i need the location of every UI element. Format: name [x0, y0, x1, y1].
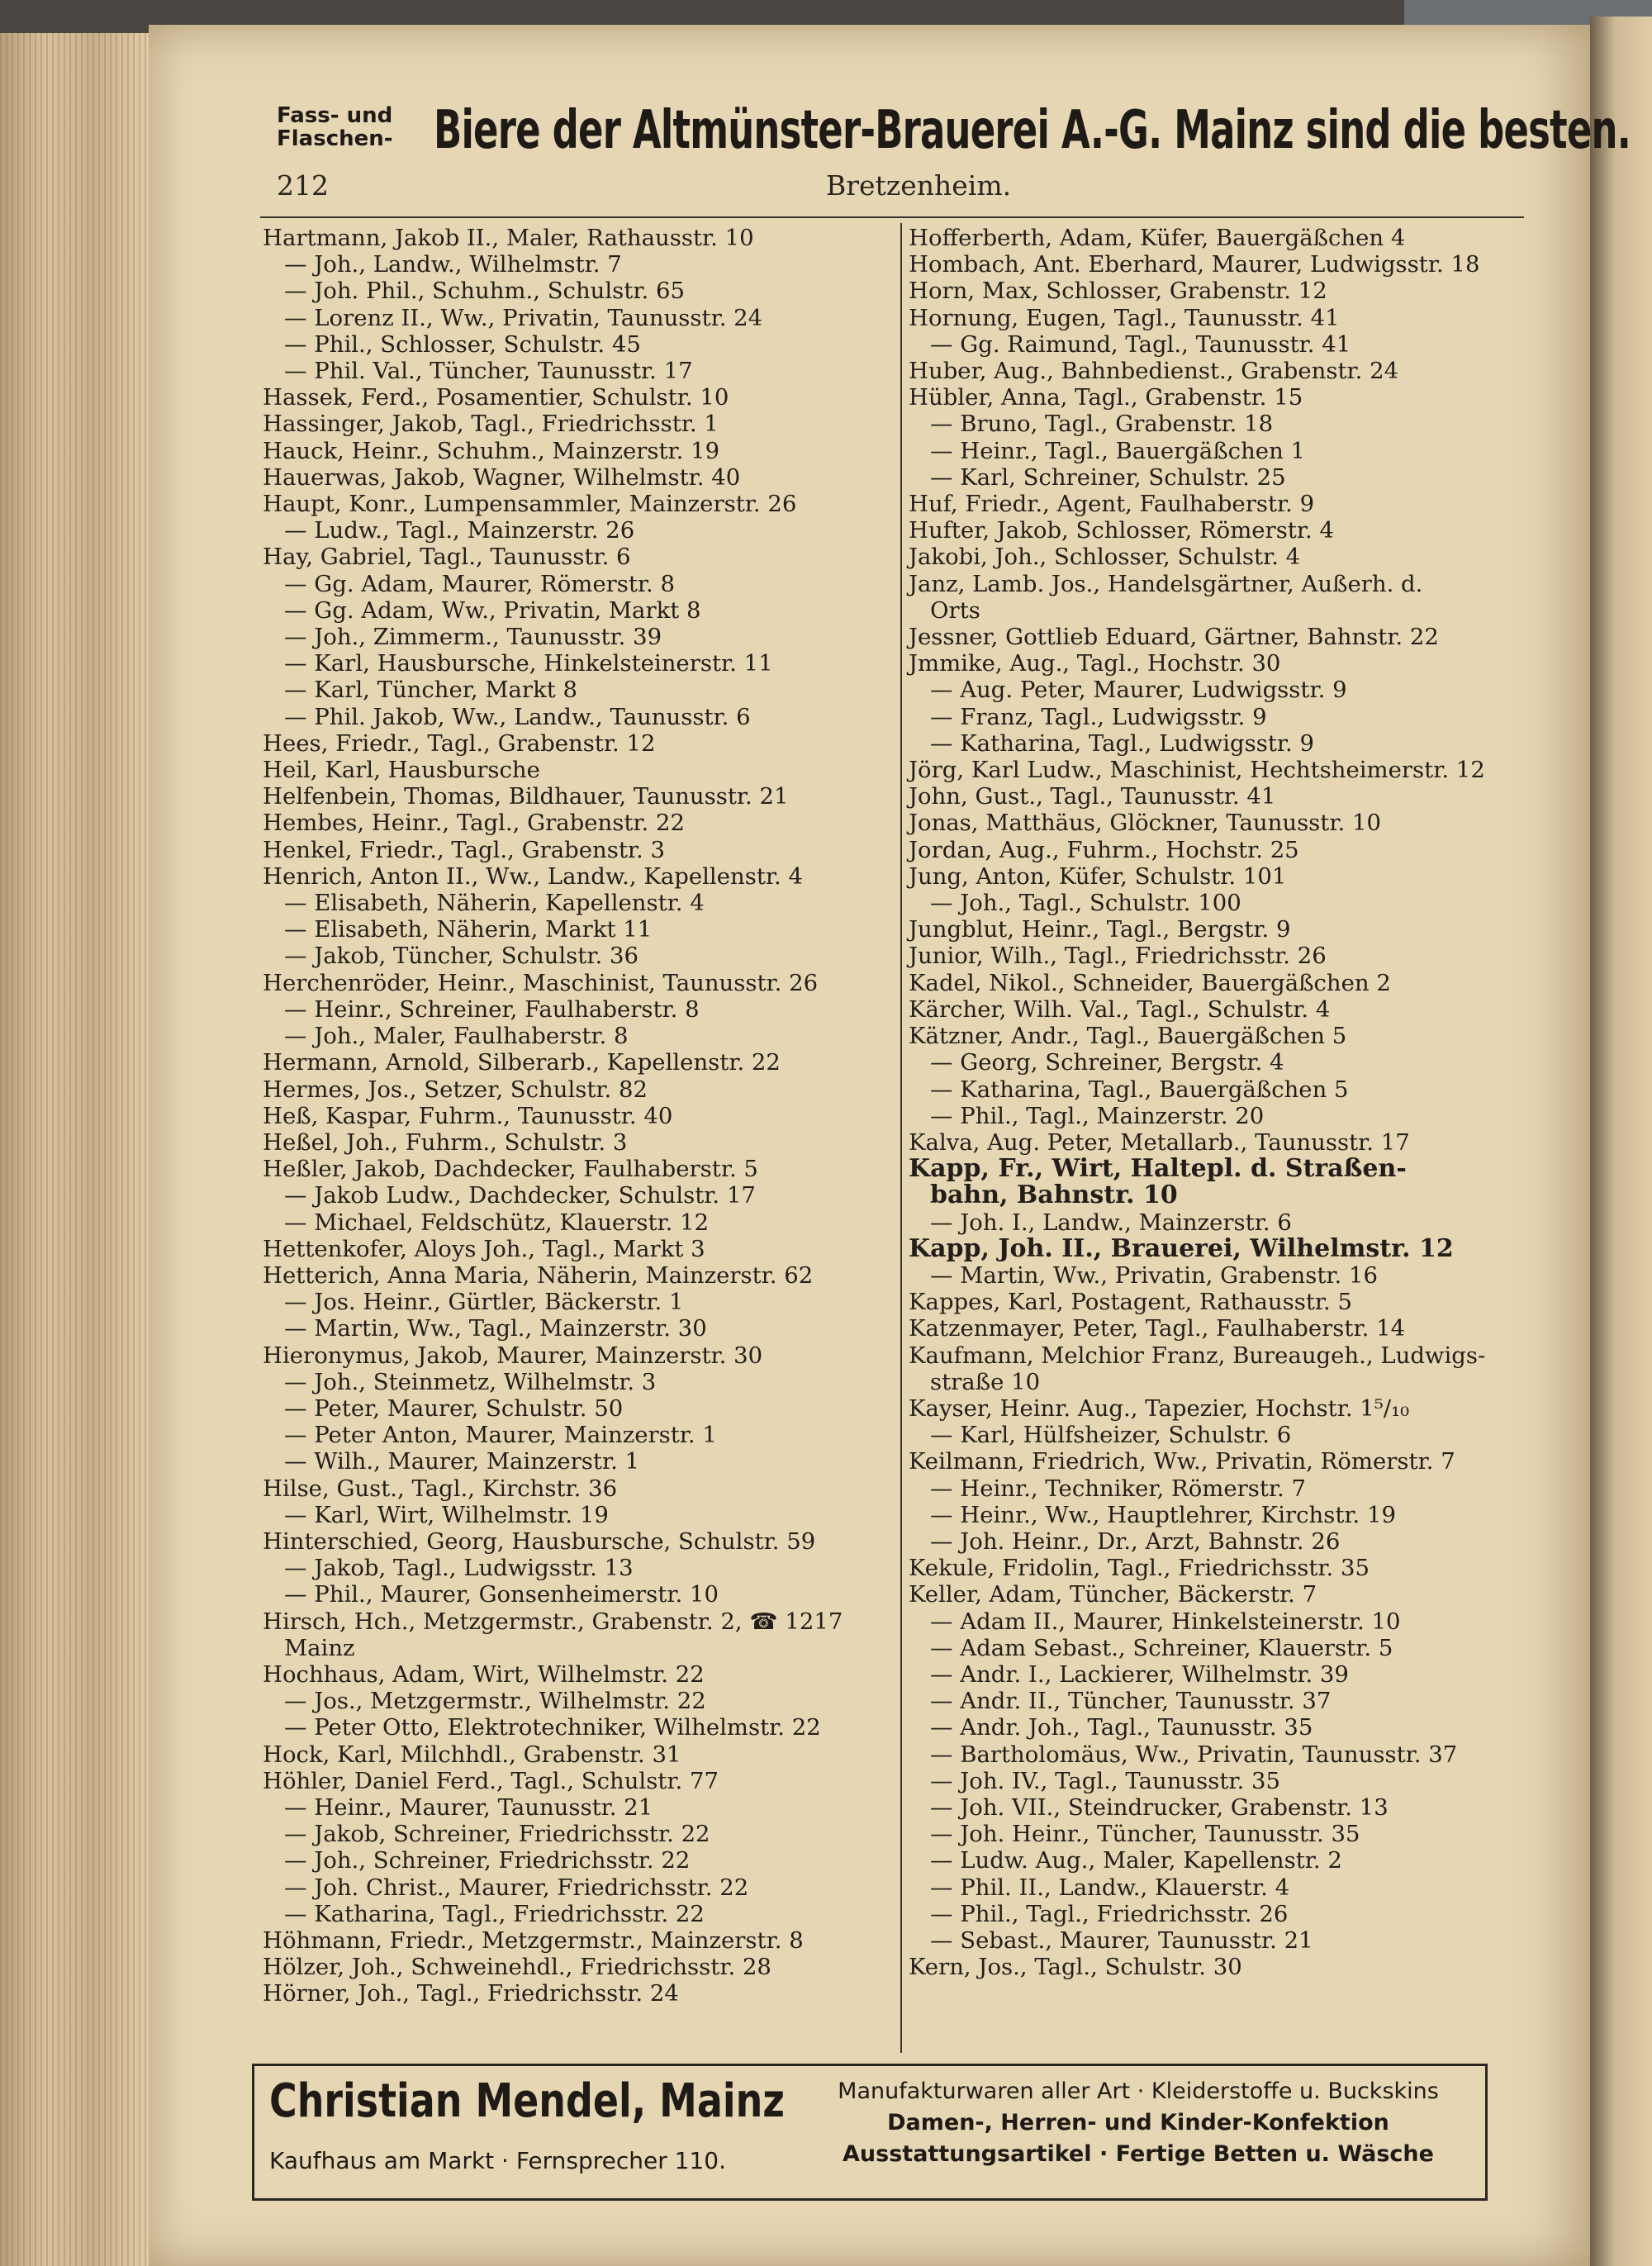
- directory-entry: — Phil., Maurer, Gonsenheimerstr. 10: [284, 1581, 719, 1608]
- directory-entry: — Phil. Jakob, Ww., Landw., Taunusstr. 6: [284, 703, 751, 730]
- directory-entry: — Andr. Joh., Tagl., Taunusstr. 35: [930, 1714, 1313, 1741]
- header-small-text: [277, 104, 393, 150]
- directory-entry: Heßler, Jakob, Dachdecker, Faulhaberstr. 5: [263, 1156, 758, 1183]
- directory-entry: Hees, Friedr., Tagl., Grabenstr. 12: [263, 729, 656, 757]
- footer-advertisement: [252, 2064, 1488, 2201]
- directory-entry: Kätzner, Andr., Tagl., Bauergäßchen 5: [909, 1023, 1347, 1050]
- directory-entry: Hay, Gabriel, Tagl., Taunusstr. 6: [263, 544, 631, 571]
- directory-entry: — Bartholomäus, Ww., Privatin, Taunusstr. 37: [930, 1741, 1458, 1768]
- directory-entry: — Peter Anton, Maurer, Mainzerstr. 1: [284, 1422, 717, 1449]
- directory-entry: Hörner, Joh., Tagl., Friedrichsstr. 24: [263, 1980, 679, 2007]
- directory-entry: Haupt, Konr., Lumpensammler, Mainzerstr. 26: [263, 491, 797, 518]
- directory-entry: — Gg. Raimund, Tagl., Taunusstr. 41: [930, 330, 1351, 358]
- directory-entry: — Ludw. Aug., Maler, Kapellenstr. 2: [930, 1847, 1342, 1874]
- directory-entry: — Joh. Heinr., Dr., Arzt, Bahnstr. 26: [930, 1527, 1341, 1555]
- directory-entry: — Katharina, Tagl., Bauergäßchen 5: [930, 1076, 1349, 1103]
- directory-entry: Jakobi, Joh., Schlosser, Schulstr. 4: [909, 544, 1301, 571]
- directory-entry: — Jakob, Tagl., Ludwigsstr. 13: [284, 1555, 634, 1582]
- directory-entry: — Elisabeth, Näherin, Markt 11: [284, 916, 653, 943]
- directory-entry: Hassinger, Jakob, Tagl., Friedrichsstr. 1: [263, 411, 719, 438]
- directory-entry: Hofferberth, Adam, Küfer, Bauergäßchen 4: [909, 225, 1406, 251]
- directory-entry: Kärcher, Wilh. Val., Tagl., Schulstr. 4: [909, 995, 1331, 1023]
- directory-entry: — Joh. I., Landw., Mainzerstr. 6: [930, 1209, 1292, 1236]
- directory-entry: — Lorenz II., Ww., Privatin, Taunusstr. 24: [284, 304, 763, 331]
- directory-entry: Hochhaus, Adam, Wirt, Wilhelmstr. 22: [263, 1660, 705, 1688]
- directory-entry: — Joh. IV., Tagl., Taunusstr. 35: [930, 1767, 1280, 1794]
- directory-entry: — Michael, Feldschütz, Klauerstr. 12: [284, 1209, 710, 1236]
- directory-entry: Junior, Wilh., Tagl., Friedrichsstr. 26: [909, 943, 1327, 970]
- directory-entry: Hassek, Ferd., Posamentier, Schulstr. 10: [263, 384, 729, 411]
- directory-entry: — Martin, Ww., Tagl., Mainzerstr. 30: [284, 1315, 707, 1342]
- directory-entry: — Heinr., Techniker, Römerstr. 7: [930, 1475, 1307, 1502]
- page-place-heading: Bretzenheim.: [826, 169, 1012, 202]
- directory-entry: — Jos., Metzgermstr., Wilhelmstr. 22: [284, 1688, 706, 1715]
- directory-entry: Janz, Lamb. Jos., Handelsgärtner, Außerh. d.: [909, 570, 1423, 597]
- directory-entry: — Adam Sebast., Schreiner, Klauerstr. 5: [930, 1634, 1393, 1661]
- directory-entry: Hermann, Arnold, Silberarb., Kapellenstr. 22: [263, 1049, 781, 1076]
- directory-entry: — Phil. II., Landw., Klauerstr. 4: [930, 1874, 1290, 1901]
- directory-entry: Hirsch, Hch., Metzgermstr., Grabenstr. 2, ☎ 1217: [263, 1608, 843, 1635]
- directory-entry: — Gg. Adam, Maurer, Römerstr. 8: [284, 570, 676, 597]
- directory-entry: Höhler, Daniel Ferd., Tagl., Schulstr. 77: [263, 1767, 719, 1794]
- directory-entry: Hock, Karl, Milchhdl., Grabenstr. 31: [263, 1741, 681, 1768]
- directory-entry: — Heinr., Schreiner, Faulhaberstr. 8: [284, 995, 700, 1023]
- directory-entry: — Joh., Zimmerm., Taunusstr. 39: [284, 624, 662, 651]
- directory-entry: Huf, Friedr., Agent, Faulhaberstr. 9: [909, 491, 1315, 518]
- directory-entry: — Jos. Heinr., Gürtler, Bäckerstr. 1: [284, 1289, 684, 1316]
- directory-entry: Kayser, Heinr. Aug., Tapezier, Hochstr. 1⁵/₁₀: [909, 1394, 1410, 1422]
- directory-entry: Herchenröder, Heinr., Maschinist, Taunusstr. 26: [263, 969, 819, 996]
- directory-entry: — Bruno, Tagl., Grabenstr. 18: [930, 411, 1274, 438]
- directory-entry: — Jakob, Tüncher, Schulstr. 36: [284, 943, 638, 970]
- directory-entry: — Joh., Maler, Faulhaberstr. 8: [284, 1023, 629, 1050]
- directory-entry: — Joh., Tagl., Schulstr. 100: [930, 890, 1241, 917]
- ad-line-3: Ausstattungsartikel · Fertige Betten u. Wäsche: [843, 2141, 1434, 2167]
- directory-entry: — Phil. Val., Tüncher, Taunusstr. 17: [284, 358, 693, 385]
- directory-entry: Hermes, Jos., Setzer, Schulstr. 82: [263, 1076, 648, 1103]
- directory-entry: Jungblut, Heinr., Tagl., Bergstr. 9: [909, 916, 1291, 943]
- directory-entry: John, Gust., Tagl., Taunusstr. 41: [909, 783, 1276, 810]
- directory-entry: — Peter, Maurer, Schulstr. 50: [284, 1394, 624, 1422]
- directory-entry: Helfenbein, Thomas, Bildhauer, Taunusstr. 21: [263, 783, 789, 810]
- directory-entry: Jörg, Karl Ludw., Maschinist, Hechtsheimerstr. 12: [909, 757, 1485, 784]
- directory-entry: Hinterschied, Georg, Hausbursche, Schulstr. 59: [263, 1527, 816, 1555]
- ad-line-1: Manufakturwaren aller Art · Kleiderstoffe u. Buckskins: [838, 2078, 1439, 2104]
- directory-entry: — Heinr., Tagl., Bauergäßchen 1: [930, 437, 1306, 464]
- directory-entry: Hornung, Eugen, Tagl., Taunusstr. 41: [909, 304, 1340, 331]
- directory-entry: Katzenmayer, Peter, Tagl., Faulhaberstr. 14: [909, 1315, 1406, 1342]
- directory-entry: — Phil., Schlosser, Schulstr. 45: [284, 330, 641, 358]
- directory-entry: Mainz: [284, 1634, 355, 1661]
- directory-entry: — Karl, Hülfsheizer, Schulstr. 6: [930, 1422, 1292, 1449]
- ad-address-phone: Kaufhaus am Markt · Fernsprecher 110.: [269, 2147, 726, 2174]
- directory-entry: Kekule, Fridolin, Tagl., Friedrichsstr. 35: [909, 1555, 1370, 1582]
- column-divider: [900, 223, 902, 2053]
- directory-entry: Jmmike, Aug., Tagl., Hochstr. 30: [909, 650, 1281, 677]
- directory-entry: — Andr. II., Tüncher, Taunusstr. 37: [930, 1688, 1332, 1715]
- header-title: Biere der Altmünster-Brauerei A.-G. Mainz sind die besten.: [434, 100, 1631, 161]
- directory-entry: Keller, Adam, Tüncher, Bäckerstr. 7: [909, 1581, 1317, 1608]
- directory-entry: Höhmann, Friedr., Metzgermstr., Mainzerstr. 8: [263, 1927, 804, 1954]
- ad-company-name: Christian Mendel, Mainz: [269, 2074, 786, 2128]
- directory-entry: — Ludw., Tagl., Mainzerstr. 26: [284, 517, 635, 544]
- header-small-line2: Flaschen-: [277, 126, 393, 151]
- directory-entry: — Joh., Landw., Wilhelmstr. 7: [284, 251, 622, 278]
- directory-entry: — Heinr., Maurer, Taunusstr. 21: [284, 1793, 653, 1821]
- directory-entry: — Katharina, Tagl., Ludwigsstr. 9: [930, 729, 1314, 757]
- directory-entry: — Peter Otto, Elektrotechniker, Wilhelmstr. 22: [284, 1714, 821, 1741]
- directory-entry: — Joh. Phil., Schuhm., Schulstr. 65: [284, 278, 685, 305]
- directory-entry: Jonas, Matthäus, Glöckner, Taunusstr. 10: [909, 810, 1381, 837]
- directory-entry: Hilse, Gust., Tagl., Kirchstr. 36: [263, 1475, 618, 1502]
- directory-entry: — Phil., Tagl., Mainzerstr. 20: [930, 1102, 1265, 1129]
- directory-entry: Henrich, Anton II., Ww., Landw., Kapellenstr. 4: [263, 862, 803, 890]
- directory-entry: — Andr. I., Lackierer, Wilhelmstr. 39: [930, 1660, 1349, 1688]
- directory-entry: — Franz, Tagl., Ludwigsstr. 9: [930, 703, 1267, 730]
- page-number: 212: [277, 169, 329, 202]
- directory-entry: Hombach, Ant. Eberhard, Maurer, Ludwigsstr. 18: [909, 251, 1480, 278]
- directory-entry: — Phil., Tagl., Friedrichsstr. 26: [930, 1900, 1289, 1927]
- left-column: [263, 225, 890, 2007]
- directory-entry: — Joh. VII., Steindrucker, Grabenstr. 13: [930, 1793, 1389, 1821]
- directory-entry: Hettenkofer, Aloys Joh., Tagl., Markt 3: [263, 1235, 705, 1262]
- ad-line-2: Damen-, Herren- und Kinder-Konfektion: [887, 2110, 1389, 2135]
- directory-entry: — Elisabeth, Näherin, Kapellenstr. 4: [284, 890, 705, 917]
- directory-entry: Henkel, Friedr., Tagl., Grabenstr. 3: [263, 836, 666, 863]
- directory-entry: Heßel, Joh., Fuhrm., Schulstr. 3: [263, 1128, 628, 1156]
- directory-entry: — Wilh., Maurer, Mainzerstr. 1: [284, 1448, 640, 1475]
- directory-entry: bahn, Bahnstr. 10: [930, 1181, 1178, 1210]
- directory-entry: Hölzer, Joh., Schweinehdl., Friedrichsstr. 28: [263, 1954, 771, 1981]
- directory-entry: Jessner, Gottlieb Eduard, Gärtner, Bahnstr. 22: [909, 624, 1439, 651]
- directory-entry: — Joh., Steinmetz, Wilhelmstr. 3: [284, 1368, 657, 1395]
- directory-entry: Hübler, Anna, Tagl., Grabenstr. 15: [909, 384, 1303, 411]
- directory-entry: — Joh. Heinr., Tüncher, Taunusstr. 35: [930, 1821, 1360, 1848]
- directory-entry: — Heinr., Ww., Hauptlehrer, Kirchstr. 19: [930, 1501, 1397, 1528]
- directory-entry: — Katharina, Tagl., Friedrichsstr. 22: [284, 1900, 705, 1927]
- directory-entry: Heß, Kaspar, Fuhrm., Taunusstr. 40: [263, 1102, 673, 1129]
- directory-entry: Kappes, Karl, Postagent, Rathausstr. 5: [909, 1289, 1352, 1316]
- directory-entry: Kapp, Fr., Wirt, Haltepl. d. Straßen-: [909, 1154, 1407, 1184]
- directory-entry: straße 10: [930, 1368, 1041, 1395]
- directory-entry: Hembes, Heinr., Tagl., Grabenstr. 22: [263, 810, 686, 837]
- directory-entry: — Martin, Ww., Privatin, Grabenstr. 16: [930, 1261, 1379, 1289]
- directory-entry: Hartmann, Jakob II., Maler, Rathausstr. 10: [263, 225, 754, 251]
- directory-entry: — Karl, Wirt, Wilhelmstr. 19: [284, 1501, 609, 1528]
- directory-entry: Orts: [930, 596, 980, 624]
- directory-entry: — Karl, Schreiner, Schulstr. 25: [930, 463, 1286, 491]
- directory-entry: Hauerwas, Jakob, Wagner, Wilhelmstr. 40: [263, 463, 741, 491]
- directory-entry: — Aug. Peter, Maurer, Ludwigsstr. 9: [930, 677, 1347, 704]
- directory-entry: Keilmann, Friedrich, Ww., Privatin, Römerstr. 7: [909, 1448, 1455, 1475]
- right-column: [909, 225, 1536, 1980]
- directory-entry: Kapp, Joh. II., Brauerei, Wilhelmstr. 12: [909, 1233, 1454, 1263]
- directory-entry: Kalva, Aug. Peter, Metallarb., Taunusstr. 17: [909, 1128, 1410, 1156]
- directory-entry: Horn, Max, Schlosser, Grabenstr. 12: [909, 278, 1327, 305]
- directory-entry: — Gg. Adam, Ww., Privatin, Markt 8: [284, 596, 701, 624]
- directory-entry: Kaufmann, Melchior Franz, Bureaugeh., Ludwigs-: [909, 1342, 1486, 1369]
- next-page-edge: [1590, 17, 1652, 2266]
- directory-entry: Jordan, Aug., Fuhrm., Hochstr. 25: [909, 836, 1299, 863]
- directory-entry: Hetterich, Anna Maria, Näherin, Mainzerstr. 62: [263, 1261, 814, 1289]
- directory-entry: Hufter, Jakob, Schlosser, Römerstr. 4: [909, 517, 1334, 544]
- directory-entry: — Karl, Tüncher, Markt 8: [284, 677, 578, 704]
- header-small-line1: Fass- und: [277, 103, 393, 128]
- directory-entry: Huber, Aug., Bahnbedienst., Grabenstr. 24: [909, 358, 1399, 385]
- directory-entry: Kadel, Nikol., Schneider, Bauergäßchen 2: [909, 969, 1391, 996]
- directory-entry: — Adam II., Maurer, Hinkelsteinerstr. 10: [930, 1608, 1401, 1635]
- book-page-edges: [0, 33, 157, 2266]
- directory-entry: Hieronymus, Jakob, Maurer, Mainzerstr. 30: [263, 1342, 763, 1369]
- advertisement-header: [277, 97, 1631, 180]
- directory-entry: — Joh. Christ., Maurer, Friedrichsstr. 22: [284, 1874, 749, 1901]
- header-rule: [260, 216, 1524, 218]
- directory-entry: — Joh., Schreiner, Friedrichsstr. 22: [284, 1847, 691, 1874]
- directory-entry: — Sebast., Maurer, Taunusstr. 21: [930, 1927, 1313, 1954]
- directory-entry: Hauck, Heinr., Schuhm., Mainzerstr. 19: [263, 437, 720, 464]
- directory-entry: — Jakob, Schreiner, Friedrichsstr. 22: [284, 1821, 710, 1848]
- directory-entry: Kern, Jos., Tagl., Schulstr. 30: [909, 1954, 1242, 1981]
- directory-entry: — Jakob Ludw., Dachdecker, Schulstr. 17: [284, 1182, 756, 1209]
- directory-entry: — Karl, Hausbursche, Hinkelsteinerstr. 11: [284, 650, 773, 677]
- directory-entry: Heil, Karl, Hausbursche: [263, 757, 540, 784]
- directory-entry: — Georg, Schreiner, Bergstr. 4: [930, 1049, 1284, 1076]
- directory-entry: Jung, Anton, Küfer, Schulstr. 101: [909, 862, 1287, 890]
- ad-goods-list: [804, 2076, 1473, 2170]
